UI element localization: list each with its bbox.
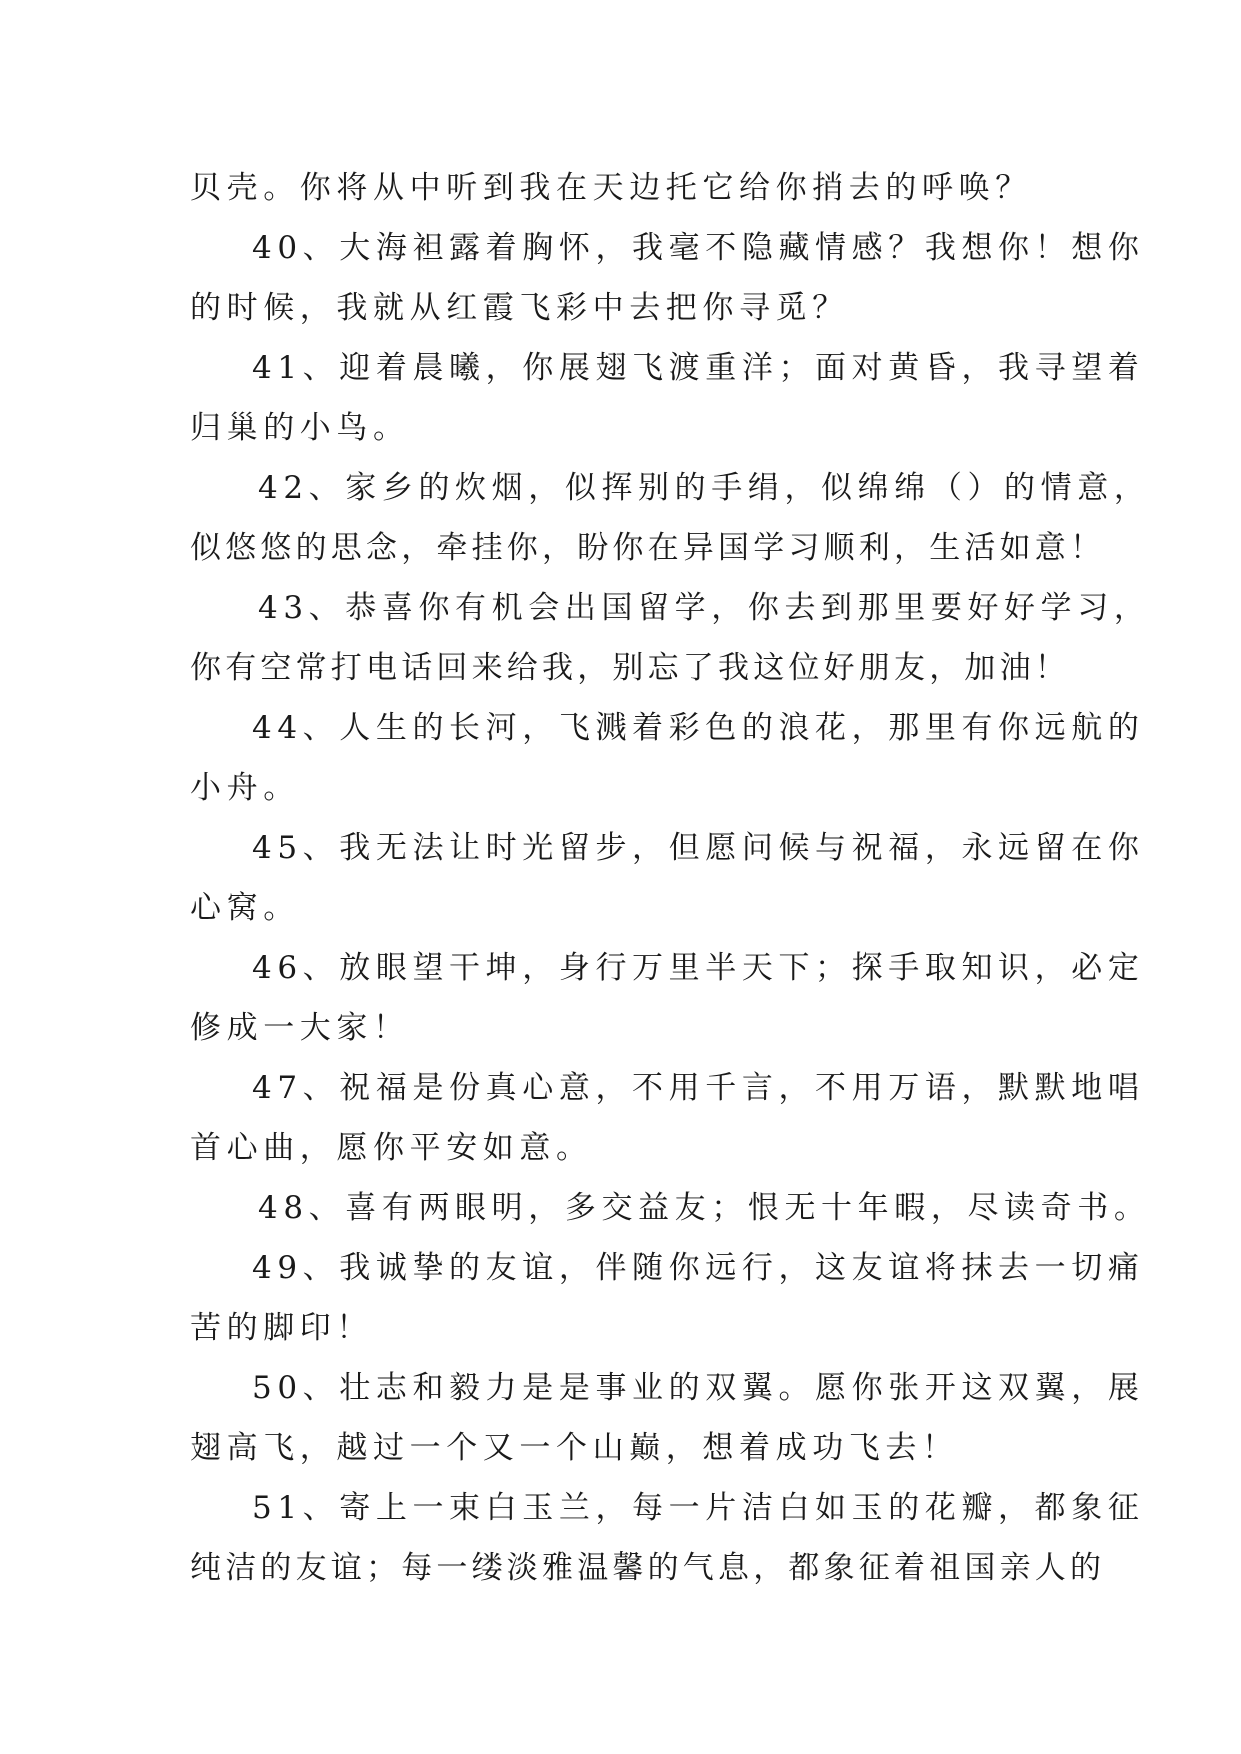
paragraph-43-line-2: 你有空常打电话回来给我，别忘了我这位好朋友，加油！ <box>190 650 1070 686</box>
paragraph-50-line-2: 翅高飞，越过一个又一个山巅，想着成功飞去！ <box>190 1430 959 1466</box>
paragraph-51-line-1: 51、寄上一束白玉兰，每一片洁白如玉的花瓣，都象征 <box>252 1490 1145 1526</box>
paragraph-46-line-1: 46、放眼望干坤，身行万里半天下；探手取知识，必定 <box>252 950 1145 986</box>
paragraph-47-line-1: 47、祝福是份真心意，不用千言，不用万语，默默地唱 <box>252 1070 1145 1106</box>
paragraph-46-line-2: 修成一大家！ <box>190 1010 410 1046</box>
paragraph-45-line-1: 45、我无法让时光留步，但愿问候与祝福，永远留在你 <box>252 830 1145 866</box>
paragraph-43-line-1: 43、恭喜你有机会出国留学，你去到那里要好好学习， <box>258 590 1151 626</box>
paragraph-49-line-1: 49、我诚挚的友谊，伴随你远行，这友谊将抹去一切痛 <box>252 1250 1145 1286</box>
paragraph-41-line-1: 41、迎着晨曦，你展翅飞渡重洋；面对黄昏，我寻望着 <box>252 350 1145 386</box>
paragraph-42-line-1: 42、家乡的炊烟，似挥别的手绢，似绵绵（）的情意， <box>258 470 1151 506</box>
paragraph-41-line-2: 归巢的小鸟。 <box>190 410 410 446</box>
text-line: 贝壳。你将从中听到我在天边托它给你捎去的呼唤？ <box>190 170 1032 206</box>
paragraph-48-line-1: 48、喜有两眼明，多交益友；恨无十年暇，尽读奇书。 <box>258 1190 1151 1226</box>
paragraph-51-line-2: 纯洁的友谊；每一缕淡雅温馨的气息，都象征着祖国亲人的 <box>190 1550 1106 1586</box>
paragraph-47-line-2: 首心曲，愿你平安如意。 <box>190 1130 593 1166</box>
paragraph-50-line-1: 50、壮志和毅力是是事业的双翼。愿你张开这双翼，展 <box>252 1370 1145 1406</box>
paragraph-40-line-2: 的时候，我就从红霞飞彩中去把你寻觅？ <box>190 290 849 326</box>
paragraph-40-line-1: 40、大海袒露着胸怀，我毫不隐藏情感？我想你！想你 <box>252 230 1145 266</box>
paragraph-42-line-2: 似悠悠的思念，牵挂你，盼你在异国学习顺利，生活如意！ <box>190 530 1106 566</box>
paragraph-49-line-2: 苦的脚印！ <box>190 1310 373 1346</box>
document-body <box>190 158 1151 1598</box>
paragraph-45-line-2: 心窝。 <box>190 890 300 926</box>
paragraph-44-line-2: 小舟。 <box>190 770 300 806</box>
paragraph-44-line-1: 44、人生的长河，飞溅着彩色的浪花，那里有你远航的 <box>252 710 1145 746</box>
